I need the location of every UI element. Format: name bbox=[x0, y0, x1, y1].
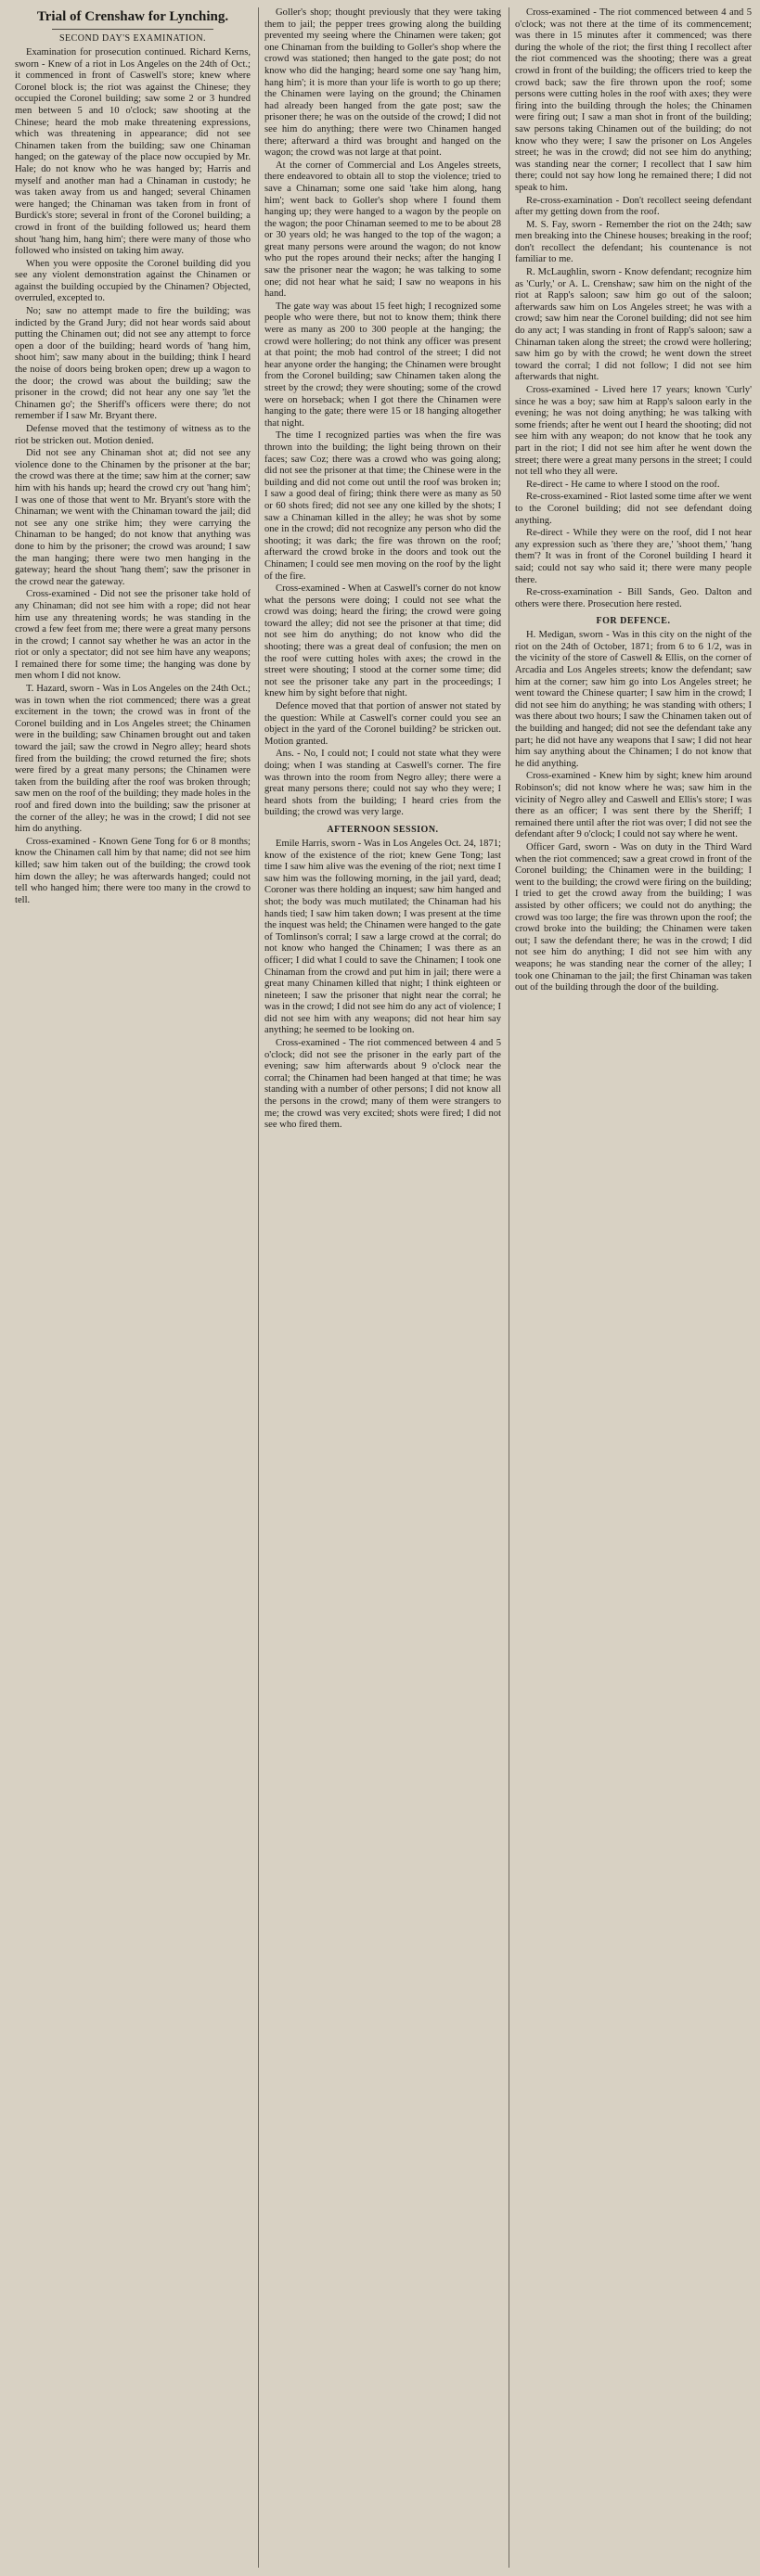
paragraph: Cross-examined - The riot commenced between 4 and 5 o'clock; did not see the prisoner in the early part of the evening; saw him afterwards about 9 o'clock near the corral; the Chinamen had been hanged at that time; he was standing with a number of other persons; I did not know all the persons in the crowd; many of them were strangers to me; the crowd was very excited; shots were fired; I did not see who fired them. bbox=[264, 1038, 501, 1131]
article-subhead: SECOND DAY'S EXAMINATION. bbox=[58, 33, 207, 44]
paragraph: Re-cross-examined - Riot lasted some time after we went to the Coronel building; did not see defendant doing anything. bbox=[515, 492, 752, 526]
paragraph: Officer Gard, sworn - Was on duty in the Third Ward when the riot commenced; saw a great crowd in front of the Coronel building; the Chinamen were in the building; I went to the building; the crowd were firing on the building; I tried to get the crowd away from the building; I was assisted by other officers; we could not do anything; the crowd was too large; the fire was thrown upon the roof; the crowd broke into the building; the Chinamen were taken out; I saw the defendant there; he was in the crowd; I did not see him do anything; I did not see him with any weapons; he was standing near the corner of the alley; I took one Chinaman to the jail; the first Chinaman was taken out of the building through the door of the building. bbox=[515, 841, 752, 993]
section-heading-afternoon: AFTERNOON SESSION. bbox=[327, 824, 439, 835]
paragraph: The gate way was about 15 feet high; I recognized some people who were there, but not to know them; think there were as many as 200 to 300 people at the hanging; the crowd were hollering; do not think any officer was present at that point; the mob had control of the street; I did not hear anyone order the hanging; the Chinamen were brought from the Coronel building; saw Chinamen taken along the street by the crowd; they were shouting; some of the crowd were on horseback; when I got there the Chinamen were hanging to the gate; there were 15 or 18 hanging altogether that night. bbox=[264, 301, 501, 429]
paragraph: Cross-examined - When at Caswell's corner do not know what the persons were doing; I could not see what the crowd was doing; heard the firing; the crowd were going toward the alley; did not see the prisoner at that time; did not see him do anything; do not know who did the shooting; there was a great deal of confusion; the men on the roof were cutting holes with axes; the crowd in the street were shouting; I stood at the corner some time; did not see the prisoner take any part in the proceedings; I knew him by sight before that night. bbox=[264, 583, 501, 699]
paragraph: Did not see any Chinaman shot at; did not see any violence done to the Chinamen by the prisoner at the bar; the crowd was there at the time; saw him at the corner; saw him with his hands up; heard the crowd cry out 'hang him'; I was one of those that went to Mr. Bryant's store with the Chinaman; we went with the Chinaman toward the jail; did not see any one strike him; they were carrying the Chinaman to be hanged; do not know that anything was done to him by the prisoner; the crowd was around; I saw the man hanging; there were two men hanging in the gateway; heard the shout 'hang them'; saw the prisoner in the crowd near the gateway. bbox=[15, 448, 251, 587]
paragraph: Emile Harris, sworn - Was in Los Angeles Oct. 24, 1871; know of the existence of the riot; knew Gene Tong; last time I saw him alive was the evening of the riot; next time I saw him was the following morning, in the jail yard, dead; Coroner was there holding an inquest; saw him hanged and shot; the body was much mutilated; the Chinaman had his hands tied; I saw him taken down; I was present at the time the inquest was held; the Chinamen were hanged to the gate of Tomlinson's corral; I saw a large crowd at the corral; do not know who hanged the Chinamen; I was there as an officer; I did what I could to save the Chinamen; I took one Chinaman from the crowd and put him in jail; there were a great many Chinamen killed that night; I think eighteen or nineteen; I saw the prisoner that night near the corral; he was in the crowd; I did not see him do any act of violence; I did not see him with any weapons; did not hear him say anything; he seemed to be looking on. bbox=[264, 838, 501, 1036]
paragraph: Examination for prosecution continued. Richard Kerns, sworn - Knew of a riot in Los Angeles on the 24th of Oct.; it commenced in front of Caswell's store; knew where Coronel block is; the riot was against the Chinese; they occupied the Coronel building; saw some 2 or 3 hundred men between 5 and 10 o'clock; saw shooting at the Chinese; heard the mob make threatening expressions, which was threatening in appearance; did not see Chinamen taken from the building; saw one Chinaman hanged; on the gateway of the place now occupied by Mr. Hale; do not know who he was hanged by; Harris and myself and another man had a Chinaman in custody; he was taken away from us and hanged; several Chinamen were hanged; the Chinaman was taken from in front of Burdick's store; several in front of the Coronel building; a crowd in front of the building followed us; heard them shout 'hang him, hang him'; there were many of those who followed who insisted on taking him away. bbox=[15, 47, 251, 257]
paragraph: Cross-examined - Lived here 17 years; known 'Curly' since he was a boy; saw him at Rapp's saloon early in the evening; he was not doing anything; he was talking with some friends; after he went out I heard the shooting; did not see him with any weapon; do not know that he took any part in the riot; I did not see him after he went down the street; there were a great many persons in the street; I could not tell who they all were. bbox=[515, 385, 752, 478]
paragraph: Defense moved that the testimony of witness as to the riot be stricken out. Motion denied. bbox=[15, 424, 251, 446]
paragraph: M. S. Fay, sworn - Remember the riot on the 24th; saw men breaking into the Chinese houses; breaking in the roof; don't recollect the defendant; his countenance is not familiar to me. bbox=[515, 219, 752, 265]
paragraph: H. Medigan, sworn - Was in this city on the night of the riot on the 24th of October, 1871; from 6 to 6 1/2, was in the vicinity of the store of Caswell & Ellis, on the corner of Arcadia and Los Angeles streets; know the defendant; saw him at the corner; saw him go into Los Angeles street; he went toward the Chinese quarter; I saw him in the crowd; I did not see him do anything; he was standing with others; I was there about two hours; I saw the Chinamen taken out of the building and hanged; did not see the defendant take any part; he did not have any weapons that I saw; I did not hear him say anything about the Chinamen; I do not know that he did anything. bbox=[515, 630, 752, 769]
paragraph: Re-direct - He came to where I stood on the roof. bbox=[526, 479, 720, 490]
paragraph: T. Hazard, sworn - Was in Los Angeles on the 24th Oct.; was in town when the riot commenced; there was a great excitement in the town; the crowd was in front of the Coronel building and in Los Angeles street; the Chinamen were in the building; saw Chinamen brought out and taken toward the jail; saw the crowd in Negro alley; heard shots fired from the building; the crowd returned the fire; shots were fired by a great many persons; the Chinamen were taken from the building after the roof was broken through; saw men on the roof of the building; they made holes in the roof and fired down into the building; saw the prisoner at the corner of the alley; he was in the crowd; I did not see him do anything. bbox=[15, 684, 251, 835]
paragraph: The time I recognized parties was when the fire was thrown into the building; the light being thrown on their faces; saw Coz; there was a crowd who was going along; did not see the prisoner at that time; the Chinese were in the building and did not come out until the roof was broken in; I saw a good deal of firing; think there were as many as 50 or 60 shots fired; did not see any one killed by the shots; I saw a Chinaman killed in the alley; he was shot by some one in the crowd; did not recognize any person who did the shooting; it was dark; the fire was thrown on the roof; afterward the crowd broke in the doors and took out the Chinamen; I could see men moving on the roof by the light of the fire. bbox=[264, 430, 501, 582]
paragraph: Cross-examined - The riot commenced between 4 and 5 o'clock; was not there at the time of its commencement; was there in 15 minutes after it commenced; was there during the whole of the riot; the first thing I recollect after the riot commenced was the shooting; there was a great crowd in front of the building; the officers tried to keep the crowd back; saw the fire thrown upon the roof; some persons were cutting holes in the roof with axes; they were firing into the building through the holes; the Chinamen were firing out; I saw a man shot in front of the building; saw persons taking Chinamen out of the building; do not know who they were; I saw the prisoner on Los Angeles street; he was in the crowd; did not see him do anything; was standing near the corner; I recollect that I saw him there; could not say how long he remained there; I did not speak to him. bbox=[515, 7, 752, 193]
paragraph: Re-cross-examination - Don't recollect seeing defendant after my getting down from the roof. bbox=[515, 195, 752, 218]
paragraph: When you were opposite the Coronel building did you see any violent demonstration against the Chinamen or against the building occupied by the Chinamen? Objected, overruled, excepted to. bbox=[15, 258, 251, 304]
article-columns bbox=[9, 7, 752, 2568]
paragraph: Re-cross-examination - Bill Sands, Geo. Dalton and others were there. Prosecution here rested. bbox=[515, 587, 752, 609]
paragraph: Cross-examined - Known Gene Tong for 6 or 8 months; know the Chinamen call him by that name; did not see him killed; saw him taken out of the building; the crowd took him down the alley; he was afterwards hanged; could not tell who hanged him; there were too many in the crowd to tell. bbox=[15, 836, 251, 905]
paragraph: Goller's shop; thought previously that they were taking them to jail; the pepper trees growing along the building prevented my seeing where the Chinamen were taken; got one Chinaman from the building to Goller's shop where the crowd was stationed; then hanged to the gate post; do not know who did the hanging; heard some one say 'hang him, hang him'; it is more than your life is worth to go up there; the Chinamen were laying on the ground; the Chinamen had already been hanged from the gate post; saw the prisoner there; he was on the outside of the crowd; I did not see him do anything; there were two Chinamen hanged there; afterward a third was brought and hanged on the wagon; the crowd was not large at that point. bbox=[264, 7, 501, 159]
paragraph: No; saw no attempt made to fire the building; was indicted by the Grand Jury; did not hear words said about putting the Chinamen out; did not see any attempt to force open a door of the building; heard words of 'hang him, shoot him'; saw many about in the building; think I heard the noise of doors being broken open; drew up a wagon to the door; the crowd was about the building; saw the prisoner in the crowd; did not hear any one say 'let the Chinamen go'; the Sheriff's officers were there; do not remember if I saw Mr. Bryant there. bbox=[15, 306, 251, 422]
paragraph: Defence moved that that portion of answer not stated by the question: While at Caswell's corner could you see an object in the yard of the Coronel building? be stricken out. Motion granted. bbox=[264, 701, 501, 747]
paragraph: R. McLaughlin, sworn - Know defendant; recognize him as 'Curly,' or A. L. Crenshaw; saw him on the night of the riot at Rapp's saloon; saw him go out of the saloon; afterwards saw him on Los Angeles street; he was with a crowd; saw him near the Coronel building; did not see him do any act; I was standing in front of Rapp's saloon; saw a Chinaman taken along the street; the crowd were hollering; saw him go by with the crowd; he went down the street toward the corral; I did not follow; I did not see him afterwards that night. bbox=[515, 267, 752, 383]
column-1 bbox=[9, 7, 251, 2568]
article-headline: Trial of Crenshaw for Lynching. bbox=[36, 9, 229, 24]
paragraph: At the corner of Commercial and Los Angeles streets, there endeavored to obtain all to stop the violence; tried to save a Chinaman; some one said 'take him along, hang him'; went back to Goller's shop where I found them hanging up; they were hanged to a wagon by the people on the wagon; the poor Chinaman seemed to me to be about 28 or 30 years old; he was hanged to the top of the wagon; a great many persons were around the wagon; do not know who put the ropes around their necks; after the hanging I saw the prisoner near the wagon; he was talking to some one; did not hear what he said; I saw no weapons in his hand. bbox=[264, 160, 501, 300]
column-3 bbox=[509, 7, 752, 2568]
paragraph: Ans. - No, I could not; I could not state what they were doing; when I was standing at Caswell's corner. The fire was thrown into the room from Negro alley; there were a great many persons there; could not say who they were; I heard shots from the building; I heard cries from the building; the crowd was very large. bbox=[264, 749, 501, 818]
paragraph: Re-direct - While they were on the roof, did I not hear any expression such as 'there they are,' 'shoot them,' 'hang them'? It was in front of the Coronel building I heard it said; could not say who said it; there were many people there. bbox=[515, 528, 752, 585]
paragraph: Cross-examined - Did not see the prisoner take hold of any Chinaman; did not see him with a rope; did not hear him use any threatening words; he was standing in the crowd a few feet from me; there were a great many persons in the crowd; I cannot say whether he was an actor in the riot or only a spectator; did not see him have any weapons; I remained there for some time; the hanging was done by men whom I did not know. bbox=[15, 589, 251, 682]
headline-rule bbox=[52, 29, 213, 30]
column-2 bbox=[258, 7, 501, 2568]
section-heading-defence: FOR DEFENCE. bbox=[596, 616, 671, 627]
paragraph: Cross-examined - Knew him by sight; knew him around Robinson's; did not know where he was; saw him in the vicinity of Negro alley and Caswell and Ellis's store; I was there as an officer; I was sent there by the Sheriff; I remained there until after the riot was over; I did not see the defendant after 9 o'clock; I could not say where he went. bbox=[515, 771, 752, 840]
